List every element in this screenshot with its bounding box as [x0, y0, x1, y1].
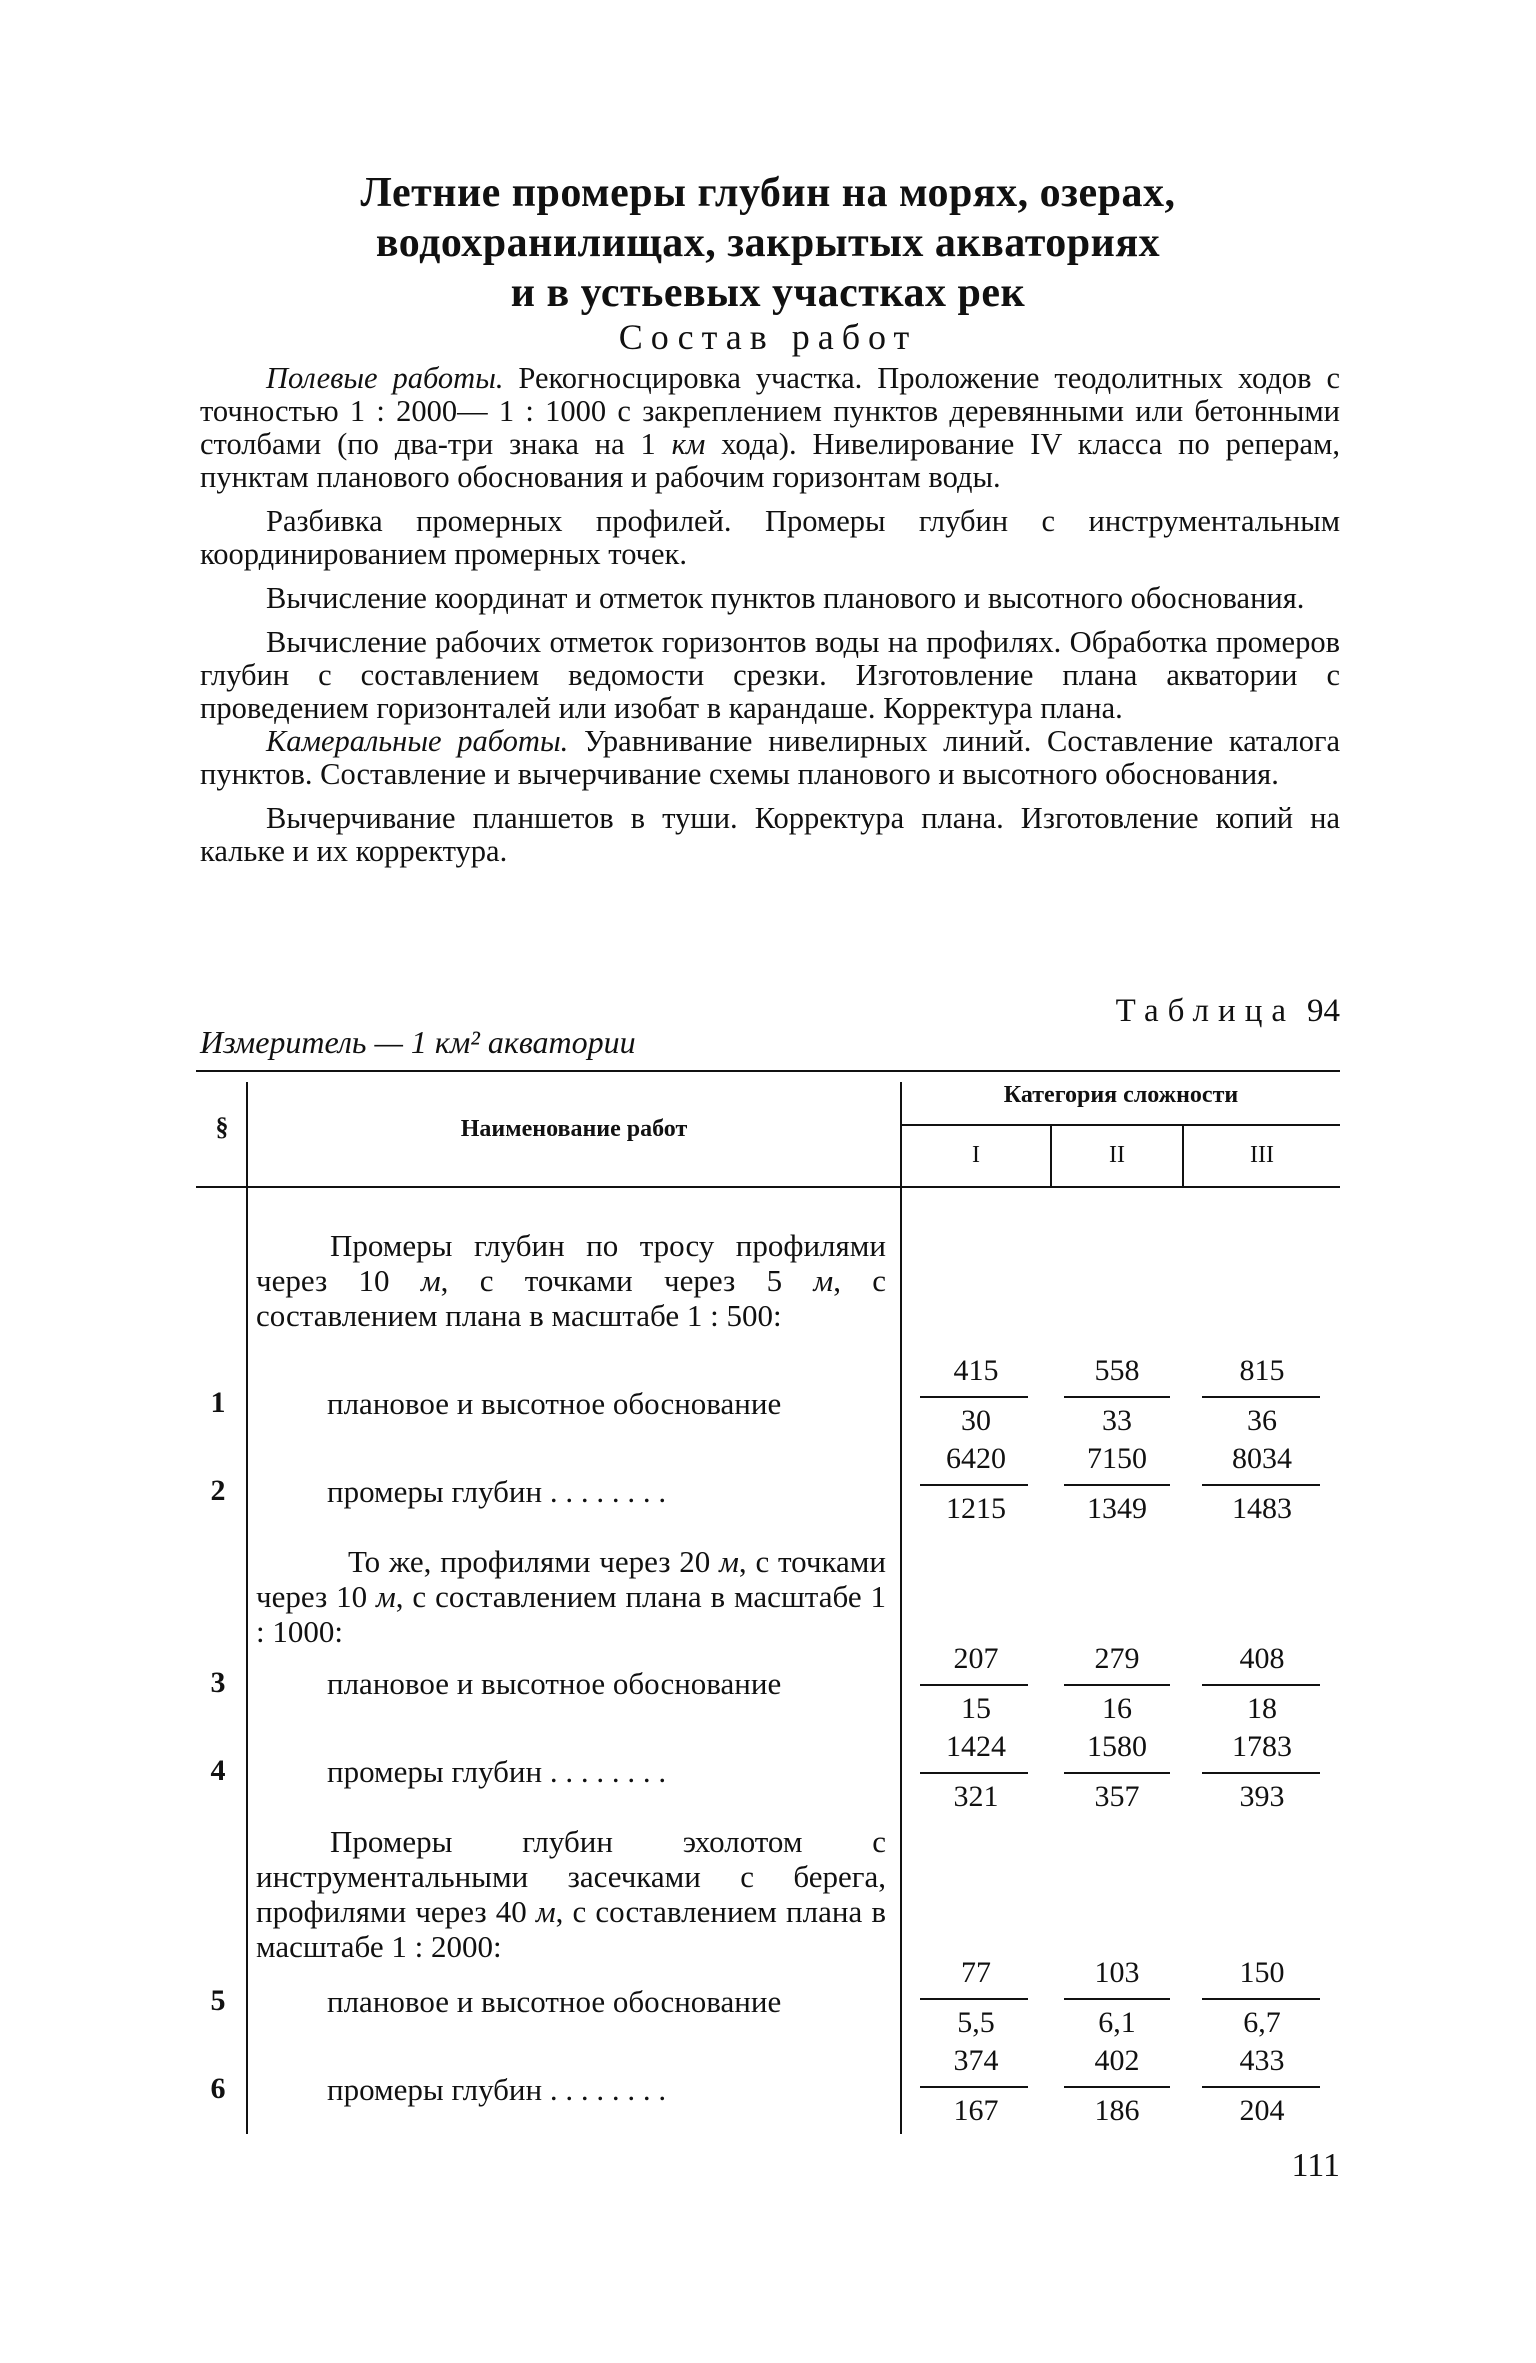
row-1-cat2-top: 558 [1094, 1354, 1140, 1387]
paragraph-office-work: Камеральные работы. Уравнивание нивелирных линий. Составление каталога пунктов. Составление и вычерчивание схемы планового и высотного обоснования. [200, 724, 1340, 791]
row-4-cat2-top: 1580 [1087, 1730, 1147, 1763]
header-section: § [215, 1112, 229, 1141]
table-top-rule [196, 1070, 1340, 1072]
row-3-cat3-fraction-bar [1202, 1684, 1320, 1686]
row-5-cat3-bottom: 6,7 [1243, 2006, 1281, 2039]
row-4-number: 4 [210, 1754, 226, 1787]
row-3-cat2-fraction-bar [1064, 1684, 1170, 1686]
row-4-name: промеры глубин . . . . . . . . [327, 1754, 667, 1789]
row-1-number: 1 [210, 1386, 226, 1419]
row-6-cat1-bottom: 167 [953, 2094, 999, 2127]
row-6-cat1-fraction-bar [920, 2086, 1028, 2088]
row-2-cat1-bottom: 1215 [946, 1492, 1006, 1525]
page-title [190, 168, 1346, 318]
row-2-cat3-fraction-bar [1202, 1484, 1320, 1486]
row-1-cat3-top: 815 [1239, 1354, 1285, 1387]
title-line-2: водохранилищах, закрытых акваториях [375, 220, 1161, 266]
title-line-3: и в устьевых участках рек [510, 270, 1026, 316]
row-5-name: плановое и высотное обоснование [327, 1984, 782, 2019]
row-5-cat2-bottom: 6,1 [1098, 2006, 1136, 2039]
paragraph-6: Вычерчивание планшетов в туши. Корректура плана. Изготовление копий на кальке и их корректура. [200, 801, 1340, 868]
header-bottom-rule [196, 1186, 1340, 1188]
row-6-cat3-fraction-bar [1202, 2086, 1320, 2088]
row-5-cat3-fraction-bar [1202, 1998, 1320, 2000]
group-3-description: Промеры глубин эхолотом с инструментальными засечками с берега, профилями через 40 м, с составлением плана в масштабе 1 : 2000: [256, 1824, 886, 1964]
row-2-cat1-fraction-bar [920, 1484, 1028, 1486]
row-5-cat3-top: 150 [1239, 1956, 1285, 1989]
column-rule-section [246, 1082, 248, 2134]
row-6-number: 6 [210, 2072, 226, 2105]
row-3-cat2-top: 279 [1094, 1642, 1140, 1675]
field-work-label: Полевые работы. [266, 361, 504, 395]
row-1-cat3-bottom: 36 [1247, 1404, 1277, 1437]
row-4-cat3-bottom: 393 [1239, 1780, 1285, 1813]
group-1-description: Промеры глубин по тросу профилями через 10 м, с точками через 5 м, с составлением плана в масштабе 1 : 500: [256, 1228, 886, 1333]
row-2-name: промеры глубин . . . . . . . . [327, 1474, 667, 1509]
office-work-label: Камеральные работы. [266, 724, 569, 758]
row-4-cat3-fraction-bar [1202, 1772, 1320, 1774]
row-1-cat2-fraction-bar [1064, 1396, 1170, 1398]
row-2-cat3-bottom: 1483 [1232, 1492, 1292, 1525]
row-3-name: плановое и высотное обоснование [327, 1666, 782, 1701]
row-4-cat1-top: 1424 [946, 1730, 1006, 1763]
row-6-cat2-fraction-bar [1064, 2086, 1170, 2088]
row-5-cat1-bottom: 5,5 [957, 2006, 995, 2039]
paragraph-field-work: Полевые работы. Рекогносцировка участка. Проложение теодолитных ходов с точностью 1 : 2000— 1 : 1000 с закреплением пунктов деревянными или бетонными столбами (по два-три знака на 1 км хода). Нивелирование IV класса по реперам, пунктам планового обоснования и рабочим горизонтам воды. [200, 361, 1340, 494]
row-6-cat2-top: 402 [1094, 2044, 1140, 2077]
table-caption: Таблица 94 [1115, 993, 1340, 1029]
row-1-cat2-bottom: 33 [1102, 1404, 1132, 1437]
row-4-cat1-fraction-bar [920, 1772, 1028, 1774]
row-2-number: 2 [210, 1474, 226, 1507]
row-4-cat1-bottom: 321 [953, 1780, 999, 1813]
group-2-description: То же, профилями через 20 м, с точками через 10 м, с составлением плана в масштабе 1 : 1000: [256, 1544, 886, 1649]
row-3-cat3-bottom: 18 [1247, 1692, 1277, 1725]
page-number: 111 [1291, 2147, 1340, 2184]
row-4-cat3-top: 1783 [1232, 1730, 1292, 1763]
paragraph-3: Вычисление координат и отметок пунктов планового и высотного обоснования. [266, 581, 1305, 615]
row-2-cat2-fraction-bar [1064, 1484, 1170, 1486]
header-cat-2: II [1109, 1142, 1125, 1168]
row-1-name: плановое и высотное обоснование [327, 1386, 782, 1421]
header-cat-3: III [1250, 1142, 1274, 1168]
row-2-cat2-bottom: 1349 [1087, 1492, 1147, 1525]
row-5-cat1-fraction-bar [920, 1998, 1028, 2000]
row-3-number: 3 [210, 1666, 226, 1699]
title-line-1: Летние промеры глубин на морях, озерах, [360, 170, 1176, 216]
row-1-cat1-top: 415 [953, 1354, 999, 1387]
row-5-cat2-fraction-bar [1064, 1998, 1170, 2000]
row-1-cat3-fraction-bar [1202, 1396, 1320, 1398]
row-3-cat1-top: 207 [953, 1642, 999, 1675]
paragraph-4: Вычисление рабочих отметок горизонтов воды на профилях. Обработка промеров глубин с составлением ведомости срезки. Изготовление плана акватории с проведением горизонталей или изобат в карандаше. Корректура плана. [200, 625, 1340, 725]
header-cat-1: I [972, 1142, 980, 1168]
row-3-cat3-top: 408 [1239, 1642, 1285, 1675]
row-3-cat1-fraction-bar [920, 1684, 1028, 1686]
row-4-cat2-fraction-bar [1064, 1772, 1170, 1774]
table-measure-unit: Измеритель — 1 км² акватории [200, 1024, 636, 1060]
row-6-cat1-top: 374 [953, 2044, 999, 2077]
header-category: Категория сложности [1003, 1082, 1239, 1108]
category-rule [900, 1124, 1340, 1126]
row-2-cat1-top: 6420 [946, 1442, 1006, 1475]
row-1-cat1-bottom: 30 [961, 1404, 991, 1437]
row-3-cat1-bottom: 15 [961, 1692, 991, 1725]
row-6-cat2-bottom: 186 [1094, 2094, 1140, 2127]
row-5-cat1-top: 77 [961, 1956, 991, 1989]
row-3-cat2-bottom: 16 [1102, 1692, 1132, 1725]
paragraph-2: Разбивка промерных профилей. Промеры глубин с инструментальным координированием промерных точек. [200, 504, 1340, 571]
row-5-cat2-top: 103 [1094, 1956, 1140, 1989]
header-name: Наименование работ [460, 1116, 688, 1142]
row-6-name: промеры глубин . . . . . . . . [327, 2072, 667, 2107]
row-1-cat1-fraction-bar [920, 1396, 1028, 1398]
row-2-cat2-top: 7150 [1087, 1442, 1147, 1475]
row-6-cat3-top: 433 [1239, 2044, 1285, 2077]
row-2-cat3-top: 8034 [1232, 1442, 1292, 1475]
row-6-cat3-bottom: 204 [1239, 2094, 1285, 2127]
work-description [200, 362, 1340, 868]
row-4-cat2-bottom: 357 [1094, 1780, 1140, 1813]
section-subtitle: Состав работ [618, 317, 918, 357]
row-5-number: 5 [210, 1984, 226, 2017]
